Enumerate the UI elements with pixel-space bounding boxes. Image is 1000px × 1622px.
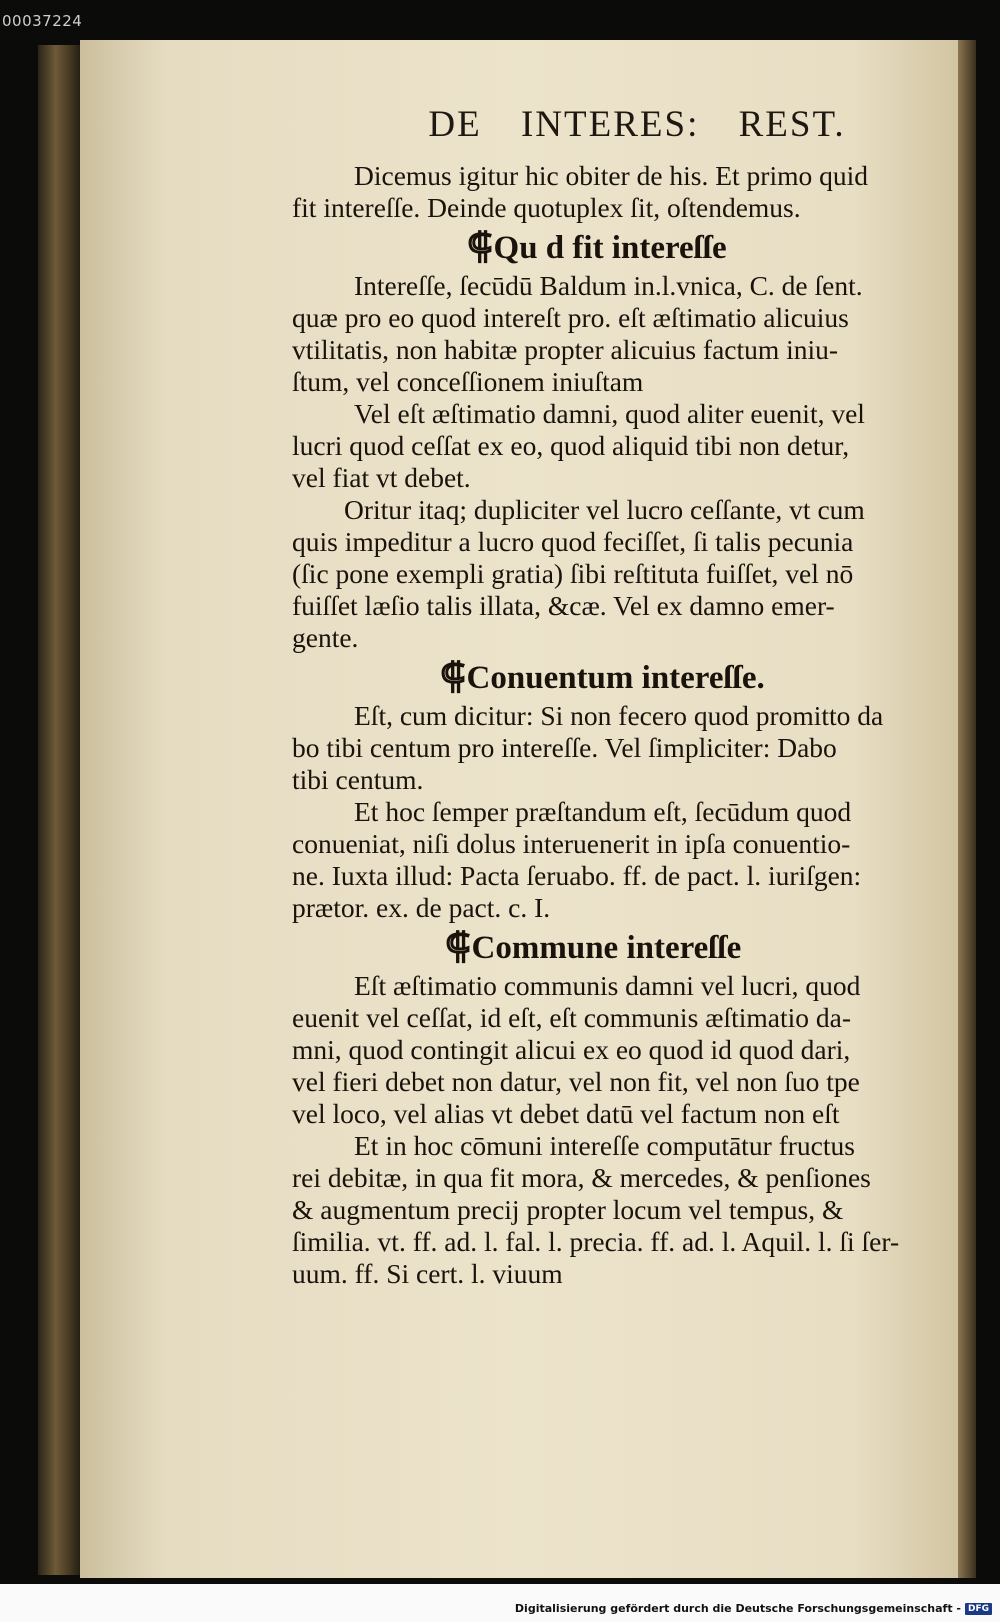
paragraph: [292, 1130, 962, 1290]
section-heading-text: Conuentum intereſſe.: [466, 660, 765, 696]
text-line: tibi centum.: [292, 764, 424, 795]
page-text: [292, 100, 962, 1290]
sections: [292, 160, 962, 1290]
text-line: Vel eſt æſtimatio damni, quod aliter euenit, vel: [354, 398, 865, 429]
text-line: rei debitæ, in qua fit mora, & mercedes, & penſiones: [292, 1162, 871, 1193]
text-line: gente.: [292, 622, 359, 653]
text-line: mni, quod contingit alicui ex eo quod id quod dari,: [292, 1034, 851, 1065]
text-line: quæ pro eo quod intereſt pro. eſt æſtimatio alicuius: [292, 302, 849, 333]
paragraph: [292, 494, 962, 654]
section-heading: [292, 656, 962, 698]
text-line: ſimilia. vt. ff. ad. l. fal. l. precia. ff. ad. l. Aquil. l. ſi ſer-: [292, 1226, 900, 1257]
text-line: Dicemus igitur hic obiter de his. Et primo quid: [354, 160, 869, 191]
paragraph: [292, 796, 962, 924]
text-line: ſtum, vel conceſſionem iniuſtam: [292, 366, 644, 397]
text-line: & augmentum precij propter locum vel tempus, &: [292, 1194, 844, 1225]
text-line: vel fiat vt debet.: [292, 462, 471, 493]
section-heading: [292, 226, 962, 268]
text-line: quis impeditur a lucro quod feciſſet, ſi talis pecunia: [292, 526, 854, 557]
section-heading-text: Commune intereſſe: [471, 930, 742, 966]
text-line: vel fieri debet non datur, vel non fit, vel non ſuo tpe: [292, 1066, 860, 1097]
text-line: vel loco, vel alias vt debet datū vel factum non eſt: [292, 1098, 840, 1129]
paragraph: [292, 160, 962, 224]
text-line: fit intereſſe. Deinde quotuplex ſit, oſtendemus.: [292, 192, 801, 223]
running-head: DE INTERES: REST.: [428, 104, 846, 145]
page-edge-left: [38, 45, 82, 1575]
text-line: Eſt æſtimatio communis damni vel lucri, quod: [354, 970, 861, 1001]
paragraph: [292, 398, 962, 494]
text-line: fuiſſet læſio talis illata, &cæ. Vel ex damno emer-: [292, 590, 835, 621]
text-line: Oritur itaq; dupliciter vel lucro ceſſante, vt cum: [344, 494, 865, 525]
text-line: Et hoc ſemper præſtandum eſt, ſecūdum quod: [354, 796, 852, 827]
paragraph: [292, 700, 962, 796]
text-line: bo tibi centum pro intereſſe. Vel ſimpliciter: Dabo: [292, 732, 837, 763]
text-line: prætor. ex. de pact. c. I.: [292, 892, 551, 923]
pilcrow-icon: ⸿: [440, 656, 466, 696]
text-line: Intereſſe, ſecūdū Baldum in.l.vnica, C. de ſent.: [354, 270, 863, 301]
text-line: Et in hoc cōmuni intereſſe computātur fructus: [354, 1130, 855, 1161]
text-line: Eſt, cum dicitur: Si non fecero quod promitto da: [354, 700, 884, 731]
text-line: lucri quod ceſſat ex eo, quod aliquid tibi non detur,: [292, 430, 850, 461]
text-line: uum. ff. Si cert. l. viuum: [292, 1258, 563, 1289]
text-line: conueniat, niſi dolus interuenerit in ipſa conuentio-: [292, 828, 851, 859]
text-line: euenit vel ceſſat, id eſt, eſt communis æſtimatio da-: [292, 1002, 852, 1033]
section-heading: [292, 926, 962, 968]
credit-text: Digitalisierung gefördert durch die Deutsche Forschungsgemeinschaft -: [514, 1602, 961, 1615]
dfg-logo: DFG: [965, 1603, 992, 1615]
scan-id: 00037224: [2, 12, 83, 30]
pilcrow-icon: ⸿: [445, 926, 471, 966]
pilcrow-icon: ⸿: [467, 226, 493, 266]
paragraph: [292, 970, 962, 1130]
text-line: vtilitatis, non habitæ propter alicuius factum iniu-: [292, 334, 839, 365]
text-line: ne. Iuxta illud: Pacta ſeruabo. ff. de pact. l. iuriſgen:: [292, 860, 862, 891]
digitization-credit: [515, 1602, 992, 1615]
text-line: (ſic pone exempli gratia) ſibi reſtituta fuiſſet, vel nō: [292, 558, 854, 589]
section-heading-text: Qu d fit intereſſe: [493, 230, 727, 266]
paragraph: [292, 270, 962, 398]
